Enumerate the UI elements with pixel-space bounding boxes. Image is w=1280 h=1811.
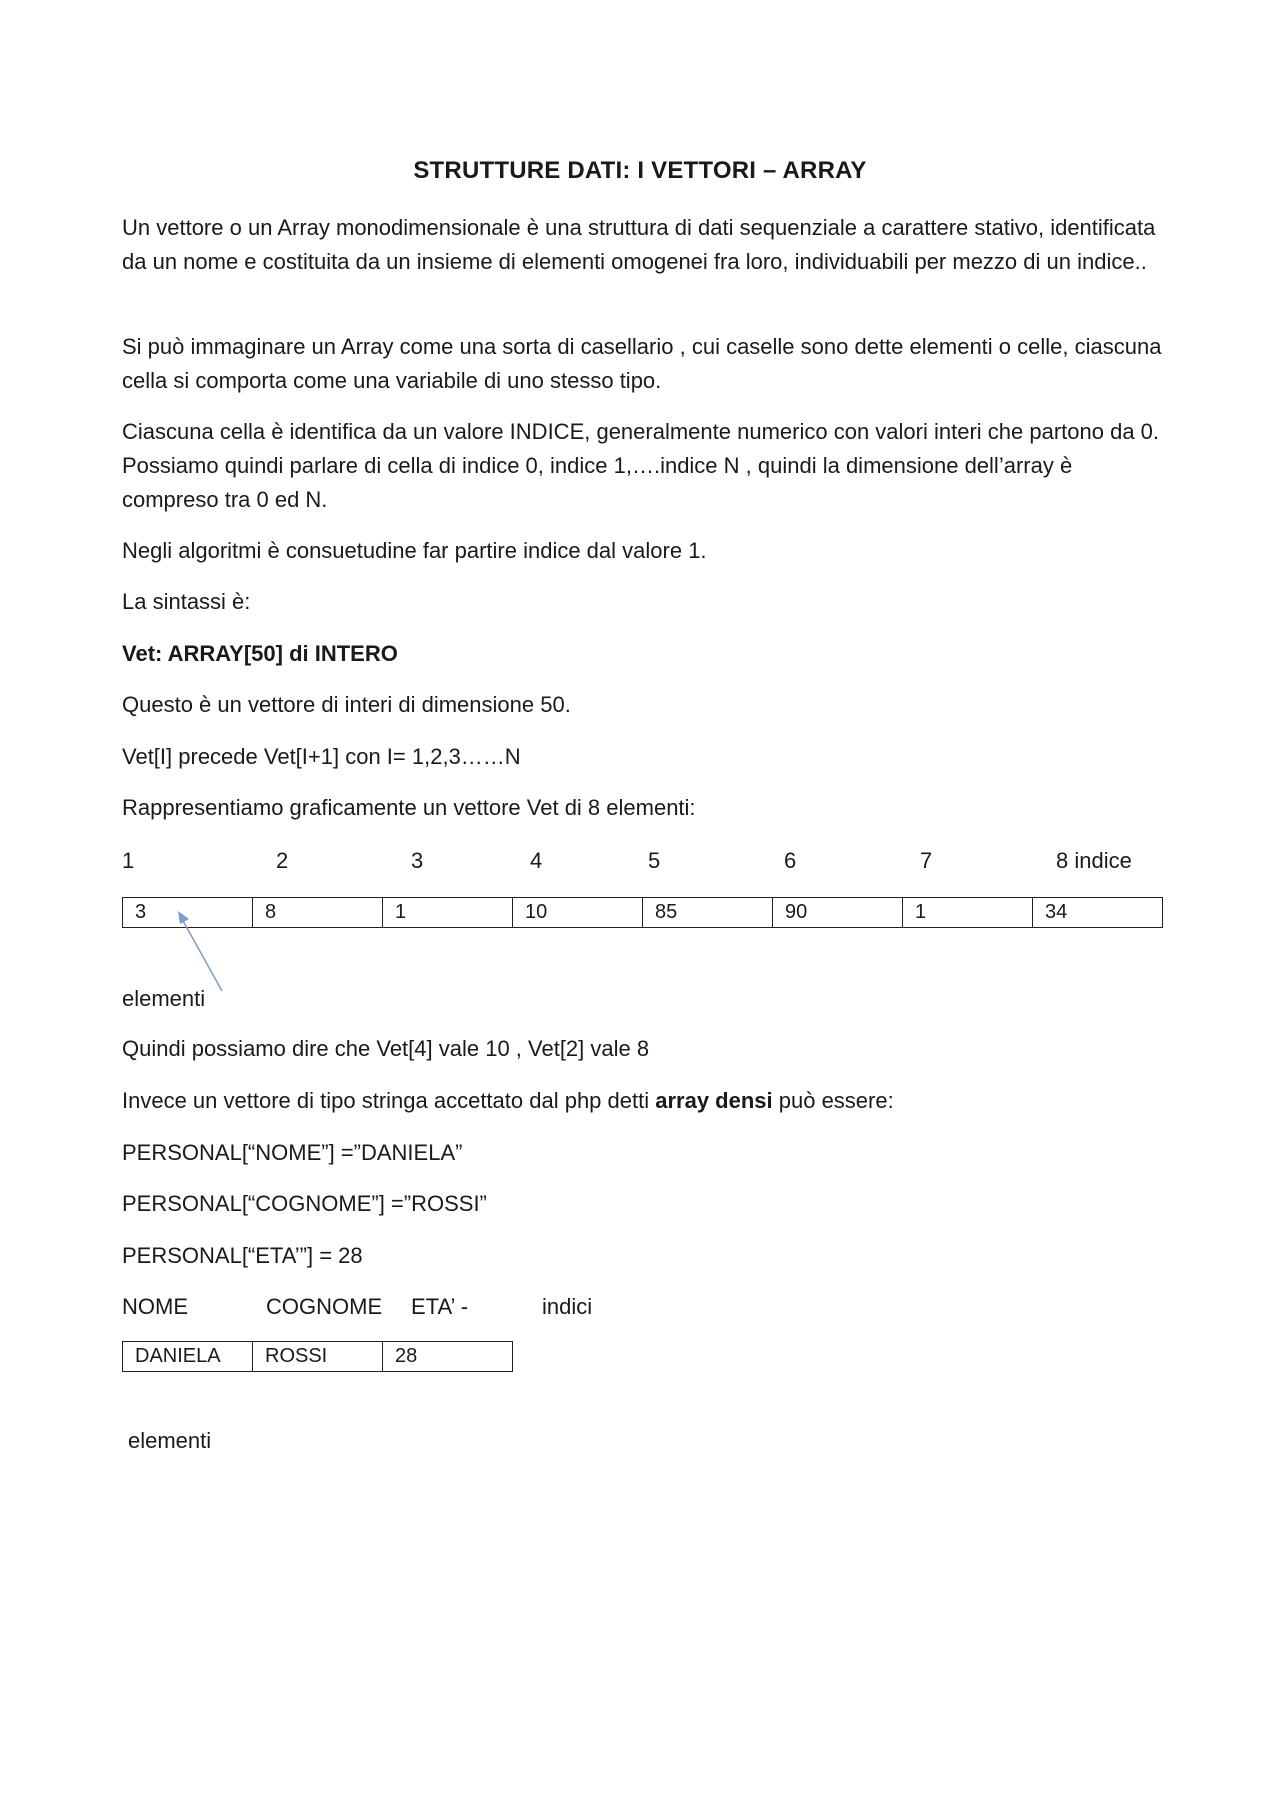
array-cell: 3 [123,898,253,928]
paragraph-casellario: Si può immaginare un Array come una sorta di casellario , cui caselle sono dette elementi o celle, ciascuna cella si comporta come una variabile di uno stesso tipo. [122,334,1162,393]
array-cell: 1 [903,898,1033,928]
header-nome: NOME [122,1294,188,1319]
array-index-label: 8 indice [1056,848,1132,873]
array-cell: 85 [643,898,773,928]
label-elementi-2: elementi [128,1428,212,1453]
array-cell: ROSSI [253,1342,383,1372]
line-precede: Vet[I] precede Vet[I+1] con I= 1,2,3……N [122,744,521,769]
array-index: 3 [411,848,424,873]
line-personal-cognome: PERSONAL[“COGNOME”] =”ROSSI” [122,1191,487,1216]
header-cognome: COGNOME [266,1294,383,1319]
table-row [123,1342,513,1372]
line-personal-nome: PERSONAL[“NOME”] =”DANIELA” [122,1140,463,1165]
array-index: 5 [648,848,661,873]
line-quindi: Quindi possiamo dire che Vet[4] vale 10 , Vet[2] vale 8 [122,1036,650,1061]
header-eta: ETA’ - [411,1294,469,1319]
array-cell: 34 [1033,898,1163,928]
array-index: 4 [530,848,543,873]
array-cell: 28 [383,1342,513,1372]
array-index: 1 [122,848,135,873]
line-rappresentiamo: Rappresentiamo graficamente un vettore Vet di 8 elementi: [122,795,696,820]
line-questo: Questo è un vettore di interi di dimensione 50. [122,692,571,717]
array-cell: 1 [383,898,513,928]
array-cell: 8 [253,898,383,928]
array-personal-table [122,1341,513,1372]
text: Invece un vettore di tipo stringa accettato dal php detti [122,1088,656,1113]
text-bold: array densi [655,1088,773,1113]
line-personal-eta: PERSONAL[“ETA’”] = 28 [122,1243,363,1268]
line-sintassi: La sintassi è: [122,589,251,614]
array-index: 6 [784,848,797,873]
paragraph-definition: Un vettore o un Array monodimensionale è una struttura di dati sequenziale a carattere stativo, identificata da un nome e costituita da un insieme di elementi omogenei fra loro, individuabili per mezzo di un indice.. [122,215,1156,274]
line-declaration: Vet: ARRAY[50] di INTERO [122,641,398,666]
text: può essere: [772,1088,894,1113]
paragraph-indice: Ciascuna cella è identifica da un valore INDICE, generalmente numerico con valori interi che partono da 0. Possiamo quindi parlare di cella di indice 0, indice 1,….indice N , quindi la dimensione dell’array è compreso tra 0 ed N. [122,419,1160,512]
array-index: 2 [276,848,289,873]
array-index: 7 [920,848,933,873]
array-cell: 10 [513,898,643,928]
array-cell: 90 [773,898,903,928]
header-indici: indici [542,1294,593,1319]
array-cell: DANIELA [123,1342,253,1372]
line-algoritmi: Negli algoritmi è consuetudine far partire indice dal valore 1. [122,538,707,563]
page-title: STRUTTURE DATI: I VETTORI – ARRAY [413,157,867,184]
table-row [123,898,1163,928]
array-vet-table [122,897,1163,928]
label-elementi: elementi [122,986,206,1011]
line-invece [122,1084,894,1118]
